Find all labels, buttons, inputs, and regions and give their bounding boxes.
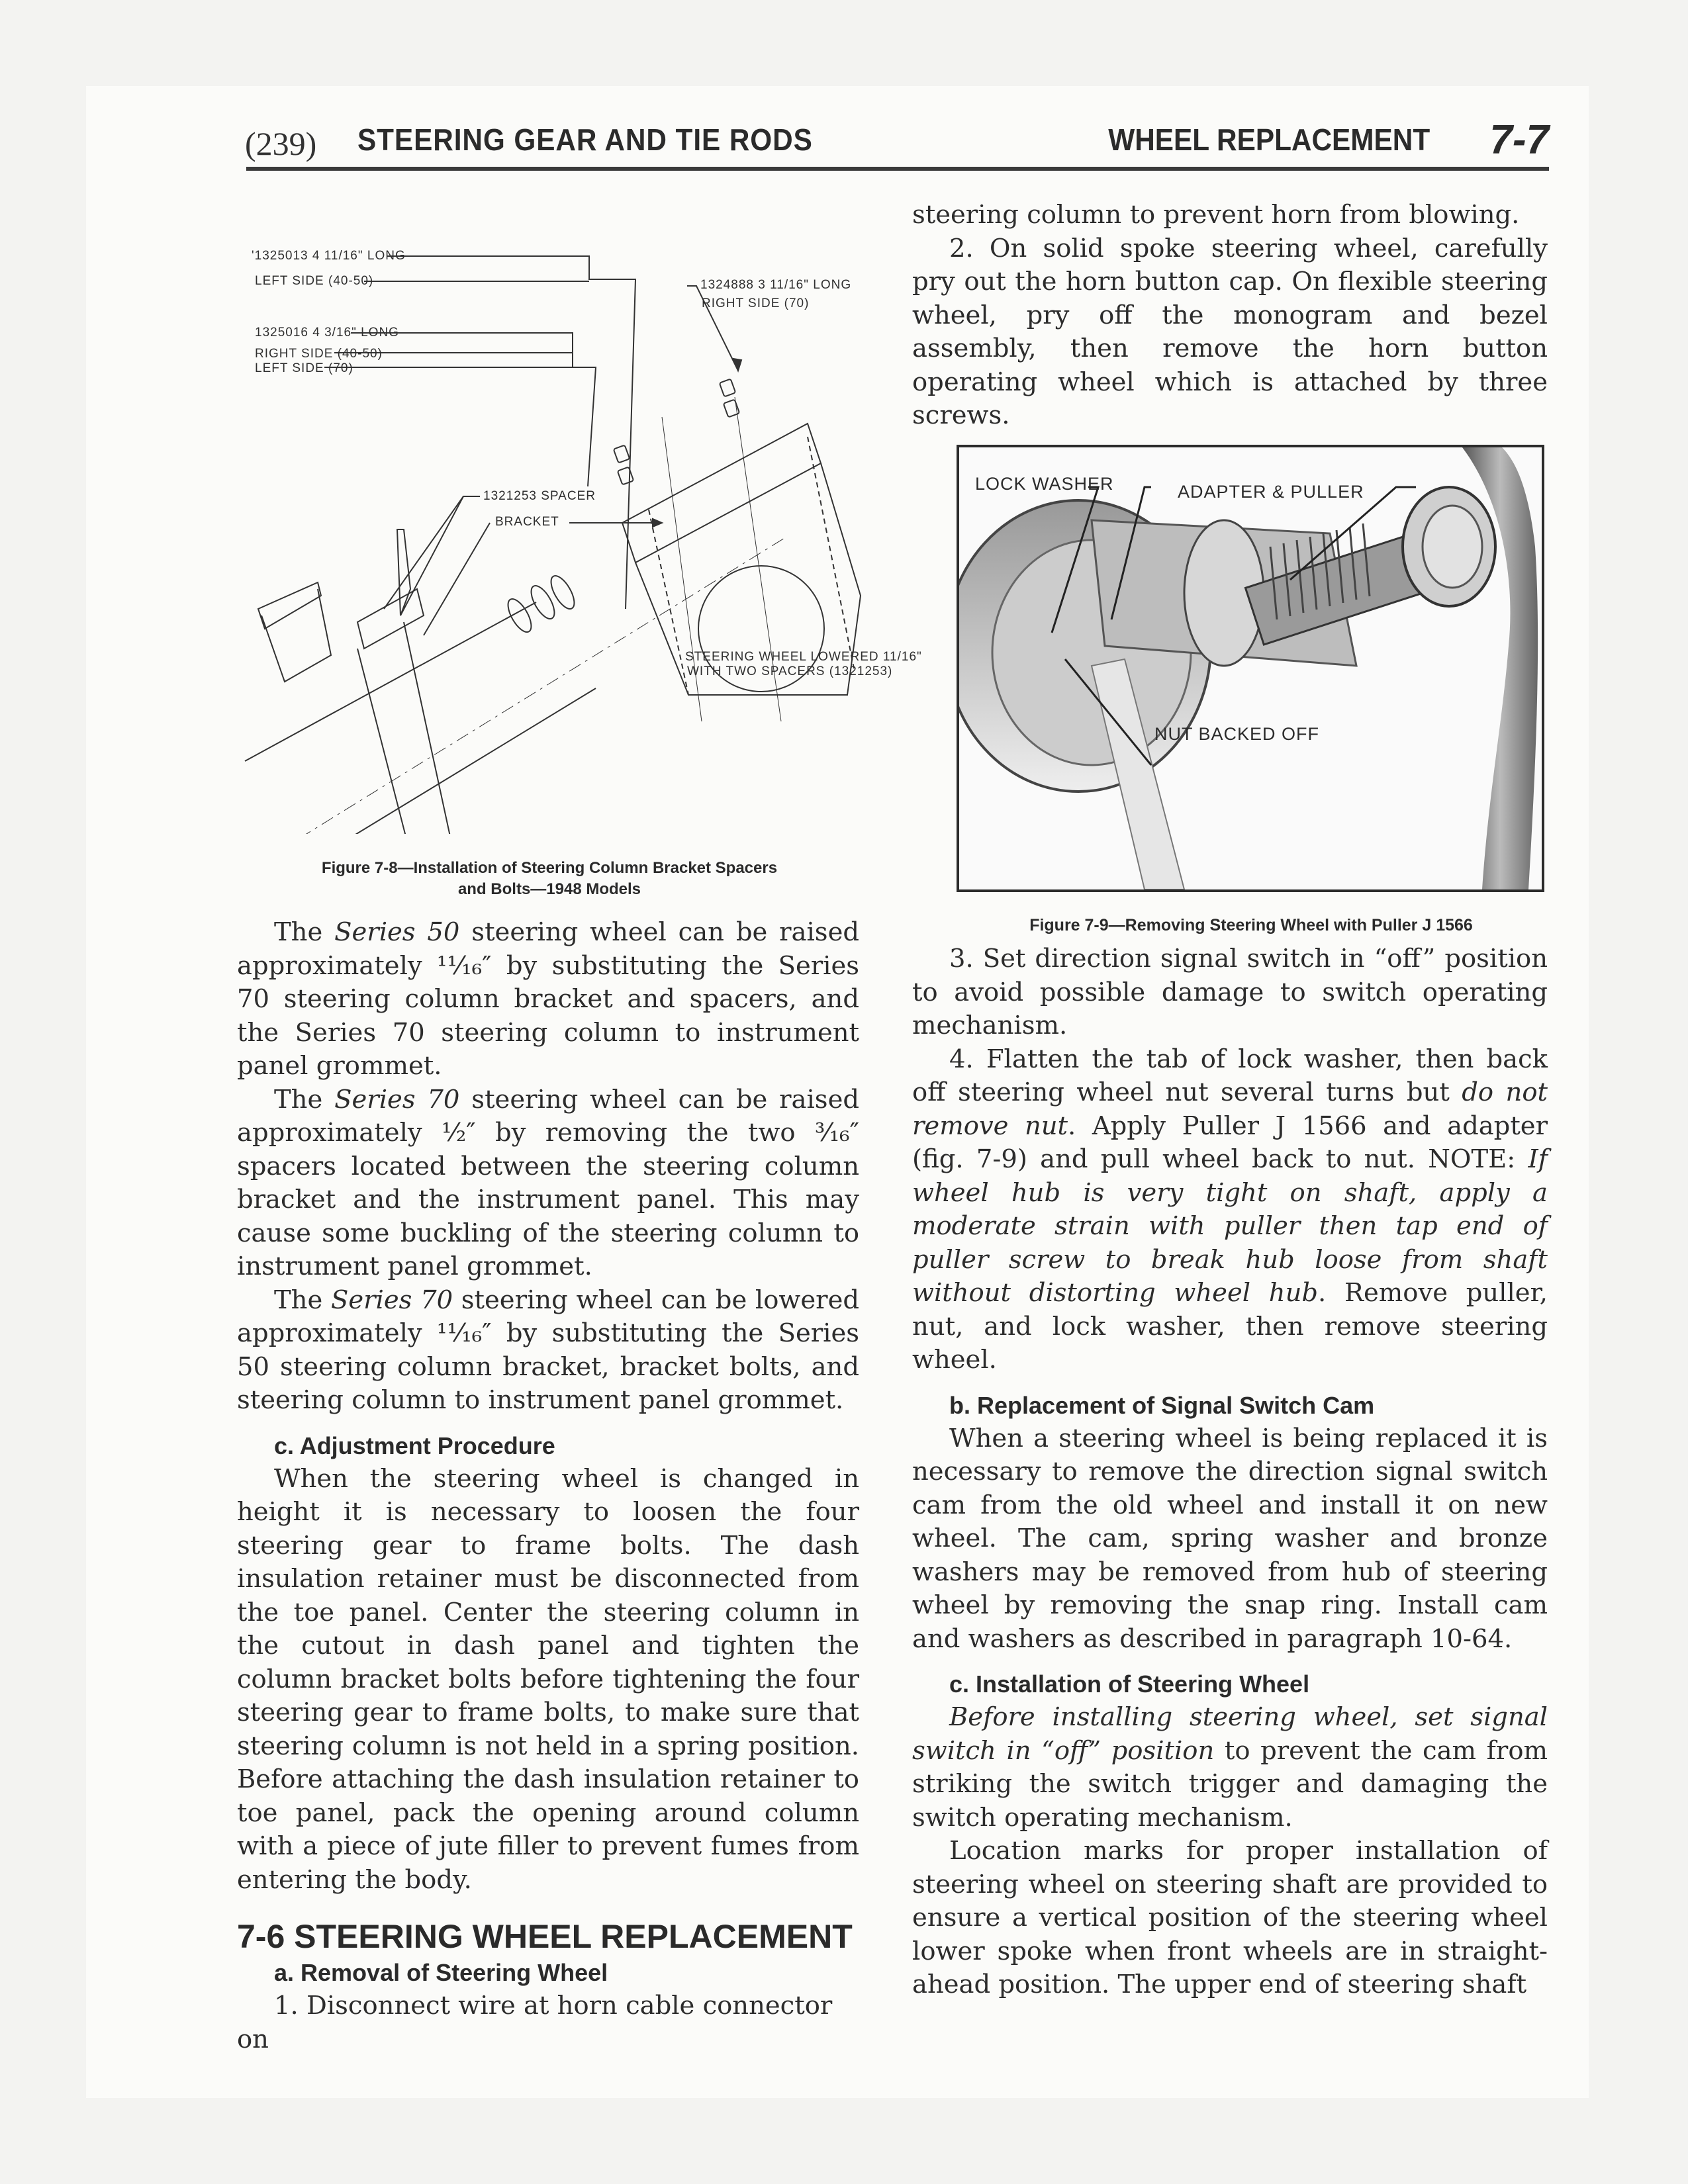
spacer-label: 1321253 SPACER	[483, 489, 596, 503]
bolt-1324888-side-label: RIGHT SIDE (70)	[702, 296, 810, 310]
step-1: 1. Disconnect wire at horn cable connector on	[237, 1991, 833, 2054]
left-column-text	[237, 916, 859, 2056]
bolt-1325013-side-label: LEFT SIDE (40-50)	[255, 274, 374, 288]
step-3: 3. Set direction signal switch in “off” position to avoid possible damage to switch operating mechanism.	[912, 944, 1548, 1040]
figure-7-9-caption: Figure 7-9—Removing Steering Wheel with Puller J 1566	[1029, 916, 1473, 934]
paragraph-installation-signal-off: Before installing steering wheel, set signal switch in “off” position to prevent the cam from striking the switch trigger and damaging the switch operating mechanism.	[912, 1702, 1548, 1833]
figure-7-8-caption	[238, 858, 861, 900]
paragraph-series-70-lower: The Series 70 steering wheel can be lowered approximately ¹¹⁄₁₆″ by substituting the Series 50 steering column bracket, bracket bolts, and steering column to instrument panel grommet.	[237, 1285, 859, 1415]
page-header	[245, 119, 1556, 165]
step-1-continued: steering column to prevent horn from blowing.	[912, 200, 1520, 230]
page-number: (239)	[245, 125, 317, 162]
bracket-label: BRACKET	[495, 515, 559, 529]
paragraph-adjustment-procedure: When the steering wheel is changed in height it is necessary to loosen the four steering gear to frame bolts. The dash insulation retainer must be disconnected from the toe panel. Center the steering column in the cutout in dash panel and tighten the column bracket bolts before tightening the four steering gear to frame bolts, to make sure that steering column is not held in a spring position. Before attaching the dash insulation retainer to toe panel, pack the opening around column with a piece of jute filler to prevent fumes from entering the body.	[237, 1463, 859, 1895]
paragraph-series-70-raise: The Series 70 steering wheel can be raised approximately ½″ by removing the two ³⁄₁₆″ spacers located between the steering column bracket and the instrument panel. This may cause some buckling of the steering column to instrument panel grommet.	[237, 1084, 859, 1281]
bolt-1324888-label: 1324888 3 11/16" LONG	[700, 278, 852, 292]
figure-7-8-caption-line2: and Bolts—1948 Models	[457, 880, 641, 898]
bolt-1325016-left-side-label: LEFT SIDE (70)	[255, 361, 353, 375]
paragraph-series-50-raise: The Series 50 steering wheel can be raised approximately ¹¹⁄₁₆″ by substituting the Series 70 steering column bracket and spacers, and the Series 70 steering column to instrument panel grommet.	[237, 917, 859, 1081]
section-heading-7-6: 7-6 STEERING WHEEL REPLACEMENT	[237, 1918, 853, 1955]
bolt-1325016-label: 1325016 4 3/16" LONG	[255, 326, 399, 340]
nut-backed-off-label: NUT BACKED OFF	[1154, 724, 1320, 744]
right-column-top-text	[912, 199, 1548, 433]
chapter-title: STEERING GEAR AND TIE RODS	[357, 122, 813, 157]
paragraph-signal-switch-cam: When a steering wheel is being replaced it is necessary to remove the direction signal switch cam from the old wheel and install it on new wheel. The cam, spring washer and bronze washers may be removed from hub of steering wheel by removing the snap ring. Install cam and washers as described in paragraph 10-64.	[912, 1423, 1548, 1654]
subhead-installation-of-steering-wheel: c. Installation of Steering Wheel	[949, 1670, 1310, 1698]
chapter-page-number: 7-7	[1489, 117, 1549, 163]
bolt-1325013-label: '1325013 4 11/16" LONG	[252, 249, 406, 263]
lock-washer-label: LOCK WASHER	[975, 474, 1114, 494]
section-title: WHEEL REPLACEMENT	[1108, 122, 1430, 157]
bolt-1325016-right-side-label: RIGHT SIDE (40-50)	[255, 347, 383, 361]
subhead-replacement-signal-switch-cam: b. Replacement of Signal Switch Cam	[949, 1391, 1375, 1419]
two-spacers-note-label: WITH TWO SPACERS (1321253)	[687, 664, 893, 678]
figure-7-9-photo	[957, 445, 1544, 892]
figure-7-8-caption-line1: Figure 7-8—Installation of Steering Column Bracket Spacers	[321, 859, 778, 877]
right-column-lower-text	[912, 942, 1548, 2002]
subhead-adjustment-procedure: c. Adjustment Procedure	[274, 1432, 555, 1459]
step-2: 2. On solid spoke steering wheel, carefully pry out the horn button cap. On flexible steering wheel, pry off the monogram and bezel assembly, then remove the horn button operating wheel which is attached by three screws.	[912, 233, 1548, 430]
header-rule	[246, 167, 1549, 171]
steering-wheel-puller-illustration	[959, 447, 1542, 889]
paragraph-location-marks: Location marks for proper installation of steering wheel on steering shaft are provided to ensure a vertical position of the steering wheel lower spoke when front wheels are in straight-ahead position. The upper end of steering shaft	[912, 1836, 1548, 1999]
adapter-puller-label: ADAPTER & PULLER	[1178, 482, 1364, 502]
step-4: 4. Flatten the tab of lock washer, then back off steering wheel nut several turns but do not remove nut. Apply Puller J 1566 and adapter (fig. 7-9) and pull wheel back to nut. NOTE: If wheel hub is very tight on shaft, apply a moderate strain with puller then tap end of puller screw to break hub loose from shaft without distorting wheel hub. Remove puller, nut, and lock washer, then remove steering wheel.	[912, 1044, 1548, 1375]
figure-7-8-diagram	[225, 218, 922, 834]
lowered-note-label: STEERING WHEEL LOWERED 11/16"	[685, 650, 922, 664]
subhead-removal-of-steering-wheel: a. Removal of Steering Wheel	[274, 1959, 608, 1986]
